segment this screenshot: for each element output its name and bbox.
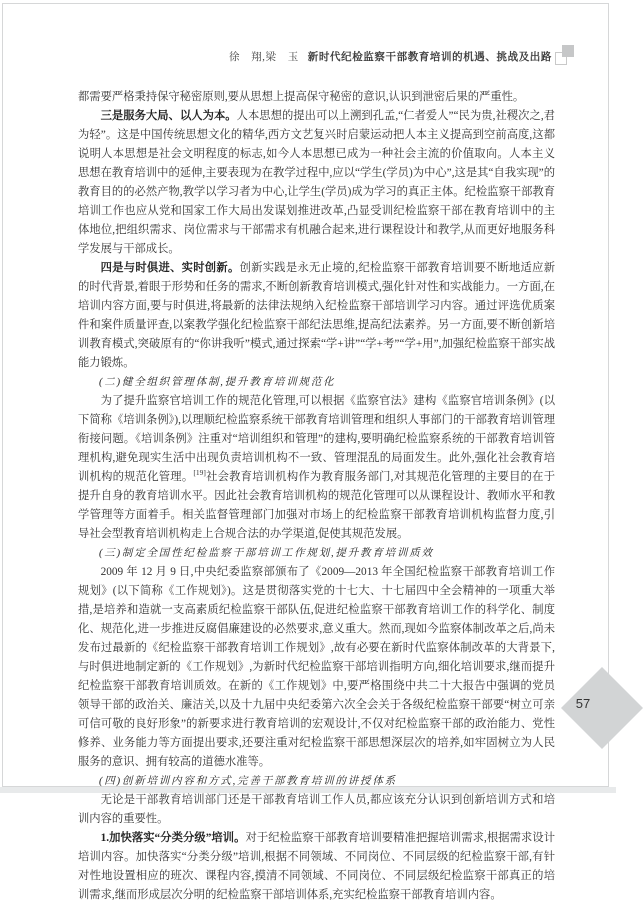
paragraph-classified-training — [78, 829, 555, 905]
paragraph-lead: 四是与时俱进、实时创新。 — [100, 262, 240, 274]
paragraph-lead: 1.加快落实“分类分级”培训。 — [100, 832, 246, 844]
paragraph-importance: 无论是干部教育培训部门还是干部教育培训工作人员,都应该充分认识到创新培训方式和培训内容的重要性。 — [78, 794, 555, 825]
section-heading-4-training-content: (四)创新培训内容和方式,完善干部教育培训的讲授体系 — [99, 776, 397, 787]
running-header — [0, 49, 552, 64]
paragraph-text: 创新实践是永无止境的,纪检监察干部教育培训要不断地适应新的时代背景,着眼于形势和任务的需求,不断创新教育培训模式,强化针对性和实战能力。一方面,在培训内容方面,要与时俱进,将最新的法律法规纳入纪检监察干部培训学习内容。通过评选优质案件和案件质量评查,以案教学强化纪检监察干部纪法思维,提高纪法素养。另一方面,要不断创新培训教育模式,突破原有的“你讲我听”模式,通过探索“学+讲”“学+考”“学+用”,加强纪检监察干部实战能力锻炼。 — [78, 262, 555, 369]
paragraph-text: 为了提升监察官培训工作的规范化管理,可以根据《监察官法》建构《监察官培训条例》(以下简称《培训条例》),以理顺纪检监察系统干部教育培训管理和组织人事部门的干部教育培训管理衔接问题。《培训条例》注重对“培训组织和管理”的建构,要明确纪检监察系统的干部教育培训管理机构,避免现实生活中出现负责培训机构不一致、管理混乱的局面发生。此外,强化社会教育培训机构的规范化管理。 — [78, 395, 555, 483]
page-number: 57 — [575, 696, 591, 711]
paragraph-text: 对于纪检监察干部教育培训要精准把握培训需求,根据需求设计培训内容。加快落实“分类分级”培训,根据不同领域、不同岗位、不同层级的纪检监察干部,有针对性地设置相应的班次、课程内容,摸清不同领域、不同岗位、不同层级纪检监察干部真正的培训需求,继而形成层次分明的纪检监察干部培训体系,充实纪检监察干部教育培训内容。 — [78, 832, 555, 901]
paragraph-secrecy-continuation: 都需要严格秉持保守秘密原则,要从思想上提高保守秘密的意识,认识到泄密后果的严重性。 — [78, 91, 525, 103]
paragraph-lead: 三是服务大局、以人为本。 — [100, 110, 237, 122]
header-authors: 徐 翔,梁 玉 — [228, 52, 299, 63]
article-body — [78, 88, 555, 905]
reference-marker: [19] — [193, 468, 206, 478]
paragraph-service-overall — [78, 107, 555, 259]
section-heading-3-work-plan: (三)制定全国性纪检监察干部培训工作规划,提升教育培训质效 — [99, 548, 434, 559]
section-heading-2-organization: (二)健全组织管理体制,提升教育培训规范化 — [99, 377, 336, 388]
bottom-edge-shadow — [0, 787, 616, 793]
header-filled-square-icon — [562, 45, 574, 57]
paragraph-work-plan: 2009 年 12 月 9 日,中央纪委监察部颁布了《2009—2013 年全国纪检监察干部教育培训工作规划》(以下简称《工作规划》)。这是贯彻落实党的十七大、十七届四中全会精神的一项重大举措,是培养和造就一支高素质纪检监察干部队伍,促进纪检监察干部教育培训工作的科学化、制度化、规范化,进一步推进反腐倡廉建设的必然要求,意义重大。然而,现如今监察体制改革之后,尚未发布过最新的《纪检监察干部教育培训工作规划》,故有必要在新时代监察体制改革的大背景下,与时俱进地制定新的《工作规划》,为新时代纪检监察干部培训指明方向,细化培训要求,继而提升纪检监察干部教育培训质效。在新的《工作规划》中,要严格围绕中共二十大报告中强调的党员领导干部的政治关、廉洁关,以及十九届中央纪委第六次全会关于各级纪检监察干部要“树立可亲可信可敬的良好形象”的新要求进行教育培训的宏观设计,不仅对纪检监察干部的政治能力、党性修养、业务能力等方面提出要求,还要注重对纪检监察干部思想深层次的培养,如牢固树立为人民服务的意识、拥有较高的道德水准等。 — [78, 566, 555, 768]
paragraph-regulation — [78, 392, 555, 544]
paragraph-text: 社会教育培训机构作为教育服务部门,对其规范化管理的主要目的在于提升自身的教育培训水平。因此社会教育培训机构的规范化管理可以从课程设计、教师水平和教学管理等方面着手。相关监督管理部门加强对市场上的纪检监察干部教育培训机构监督力度,引导社会型教育培训机构走上合规合法的办学渠道,促使其规范发展。 — [78, 471, 555, 540]
paragraph-keep-pace-innovation — [78, 259, 555, 373]
paragraph-text: 人本思想的提出可以上溯到孔孟,“仁者爱人”“民为贵,社稷次之,君为轻”。这是中国传统思想文化的精华,西方文艺复兴时启蒙运动把人本主义提高到空前高度,这都说明人本思想是社会文明程度的标志,如今人本思想已成为一种社会主流的价值取向。人本主义思想在教育培训中的延伸,主要表现为在教学过程中,应以“学生(学员)为中心”,这是其“自我实现”的教育目的的必然产物,教学以学习者为中心,让学生(学员)成为学习的真正主体。纪检监察干部教育培训工作也应从党和国家工作大局出发谋划推进改革,凸显受训纪检监察干部在教育培训中的主体地位,把组织需求、岗位需求与干部需求有机融合起来,进行课程设计和教学,从而更好地服务科学发展与干部成长。 — [78, 110, 555, 255]
header-article-title: 新时代纪检监察干部教育培训的机遇、挑战及出路 — [307, 52, 552, 63]
